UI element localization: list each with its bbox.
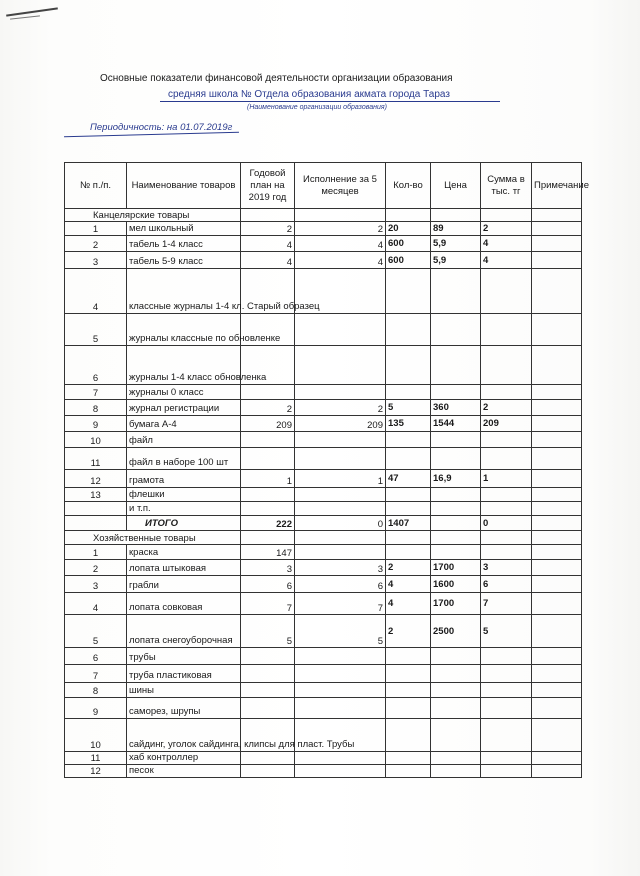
cell-name: классные журналы 1-4 кл. Старый образец [127, 269, 241, 314]
table-row [65, 576, 582, 593]
cell-qty [386, 665, 431, 683]
cell-note [532, 488, 582, 502]
cell-note [532, 615, 582, 648]
cell-exec [295, 385, 386, 400]
cell-plan: 3 [241, 560, 295, 576]
cell-qty [386, 545, 431, 560]
table-row [65, 400, 582, 416]
cell-qty [386, 648, 431, 665]
cell-price: 5,9 [431, 236, 481, 252]
header-qty: Кол-во [386, 163, 431, 209]
cell-sum [481, 385, 532, 400]
cell-note [532, 416, 582, 432]
empty-cell [241, 531, 295, 545]
table-row [65, 269, 582, 314]
cell-exec [295, 545, 386, 560]
cell-name: табель 1-4 класс [127, 236, 241, 252]
cell-plan [241, 665, 295, 683]
cell-name: лопата штыковая [127, 560, 241, 576]
empty-cell [295, 209, 386, 222]
table-header-row [65, 163, 582, 209]
cell-plan: 4 [241, 236, 295, 252]
cell-price [431, 752, 481, 765]
cell-note [532, 516, 582, 531]
cell-num: 7 [65, 665, 127, 683]
cell-qty: 5 [386, 400, 431, 416]
cell-num: 10 [65, 432, 127, 448]
empty-cell [532, 209, 582, 222]
cell-sum [481, 269, 532, 314]
cell-plan [241, 752, 295, 765]
cell-price [431, 502, 481, 516]
cell-name: файл [127, 432, 241, 448]
cell-num: 1 [65, 222, 127, 236]
cell-plan [241, 648, 295, 665]
cell-price: 89 [431, 222, 481, 236]
cell-price [431, 448, 481, 470]
cell-exec [295, 432, 386, 448]
cell-exec: 209 [295, 416, 386, 432]
empty-cell [532, 531, 582, 545]
organization-name: средняя школа № Отдела образования акмата города Тараз [168, 89, 450, 100]
cell-note [532, 470, 582, 488]
cell-note [532, 502, 582, 516]
cell-exec [295, 648, 386, 665]
cell-name: флешки [127, 488, 241, 502]
cell-sum [481, 683, 532, 698]
cell-name: песок [127, 765, 241, 778]
cell-sum: 5 [481, 615, 532, 648]
cell-price [431, 648, 481, 665]
cell-exec: 6 [295, 576, 386, 593]
table-row [65, 488, 582, 502]
cell-plan: 209 [241, 416, 295, 432]
cell-num: 1 [65, 545, 127, 560]
table-row [65, 222, 582, 236]
cell-qty [386, 448, 431, 470]
cell-num: 12 [65, 470, 127, 488]
cell-sum [481, 448, 532, 470]
organization-underline [160, 101, 500, 102]
cell-exec: 7 [295, 593, 386, 615]
cell-name: журнал регистрации [127, 400, 241, 416]
cell-name: журналы 1-4 класс обновленка [127, 346, 241, 385]
document-title: Основные показатели финансовой деятельности организации образования [100, 73, 453, 84]
cell-plan [241, 698, 295, 719]
cell-price: 1544 [431, 416, 481, 432]
cell-note [532, 648, 582, 665]
cell-name: шины [127, 683, 241, 698]
cell-exec: 2 [295, 222, 386, 236]
cell-price: 2500 [431, 615, 481, 648]
cell-note [532, 252, 582, 269]
cell-name: журналы классные по обновленке [127, 314, 241, 346]
cell-num: 11 [65, 448, 127, 470]
empty-cell [241, 209, 295, 222]
cell-qty [386, 502, 431, 516]
section-header-row [65, 531, 582, 545]
cell-exec [295, 752, 386, 765]
cell-price [431, 516, 481, 531]
cell-plan [241, 488, 295, 502]
cell-qty [386, 752, 431, 765]
cell-note [532, 346, 582, 385]
cell-exec: 3 [295, 560, 386, 576]
cell-note [532, 400, 582, 416]
cell-price: 1700 [431, 560, 481, 576]
cell-exec [295, 448, 386, 470]
cell-name: труба пластиковая [127, 665, 241, 683]
cell-num: 5 [65, 314, 127, 346]
cell-qty: 2 [386, 615, 431, 648]
cell-sum: 4 [481, 236, 532, 252]
cell-note [532, 385, 582, 400]
cell-price: 1700 [431, 593, 481, 615]
cell-sum: 4 [481, 252, 532, 269]
cell-price [431, 665, 481, 683]
cell-name: лопата совковая [127, 593, 241, 615]
cell-qty: 600 [386, 236, 431, 252]
header-price: Цена [431, 163, 481, 209]
cell-exec: 4 [295, 236, 386, 252]
cell-plan: 147 [241, 545, 295, 560]
cell-price: 1600 [431, 576, 481, 593]
section-header-row [65, 209, 582, 222]
cell-sum [481, 545, 532, 560]
header-name: Наименование товаров [127, 163, 241, 209]
empty-cell [386, 209, 431, 222]
empty-cell [295, 531, 386, 545]
cell-price [431, 432, 481, 448]
cell-price [431, 385, 481, 400]
cell-num: 6 [65, 648, 127, 665]
cell-name: лопата снегоуборочная [127, 615, 241, 648]
cell-num: 3 [65, 252, 127, 269]
cell-plan: 2 [241, 222, 295, 236]
cell-exec: 5 [295, 615, 386, 648]
cell-sum [481, 314, 532, 346]
cell-sum: 7 [481, 593, 532, 615]
table-row [65, 432, 582, 448]
table-row [65, 385, 582, 400]
cell-plan [241, 502, 295, 516]
cell-sum [481, 502, 532, 516]
table-row [65, 683, 582, 698]
cell-sum: 6 [481, 576, 532, 593]
cell-sum [481, 432, 532, 448]
header-note: Примечание [532, 163, 582, 209]
cell-name: трубы [127, 648, 241, 665]
cell-price [431, 719, 481, 752]
cell-sum: 3 [481, 560, 532, 576]
cell-exec [295, 314, 386, 346]
empty-cell [386, 531, 431, 545]
cell-note [532, 545, 582, 560]
cell-exec: 1 [295, 470, 386, 488]
table-row [65, 502, 582, 516]
empty-cell [431, 531, 481, 545]
cell-num: 5 [65, 615, 127, 648]
cell-qty [386, 683, 431, 698]
cell-qty: 135 [386, 416, 431, 432]
cell-price: 360 [431, 400, 481, 416]
cell-num: 6 [65, 346, 127, 385]
cell-note [532, 448, 582, 470]
cell-name: ИТОГО [127, 516, 241, 531]
table-row [65, 314, 582, 346]
empty-cell [481, 531, 532, 545]
cell-num [65, 516, 127, 531]
cell-qty [386, 346, 431, 385]
cell-sum: 2 [481, 400, 532, 416]
empty-cell [431, 209, 481, 222]
cell-num: 12 [65, 765, 127, 778]
cell-exec: 2 [295, 400, 386, 416]
cell-note [532, 314, 582, 346]
cell-name: табель 5-9 класс [127, 252, 241, 269]
cell-name: журналы 0 класс [127, 385, 241, 400]
table-row [65, 236, 582, 252]
cell-note [532, 683, 582, 698]
cell-name: мел школьный [127, 222, 241, 236]
cell-exec [295, 765, 386, 778]
cell-exec: 0 [295, 516, 386, 531]
cell-price [431, 698, 481, 719]
cell-qty: 20 [386, 222, 431, 236]
table-row [65, 545, 582, 560]
section-title: Канцелярские товары [65, 209, 241, 222]
header-plan: Годовой план на 2019 год [241, 163, 295, 209]
cell-qty [386, 385, 431, 400]
cell-exec [295, 665, 386, 683]
cell-name: краска [127, 545, 241, 560]
cell-note [532, 236, 582, 252]
cell-plan: 5 [241, 615, 295, 648]
cell-name: бумага А-4 [127, 416, 241, 432]
table-row [65, 416, 582, 432]
cell-num: 4 [65, 593, 127, 615]
table-row [65, 752, 582, 765]
cell-exec [295, 346, 386, 385]
table-row [65, 665, 582, 683]
cell-note [532, 765, 582, 778]
cell-price [431, 314, 481, 346]
cell-name: грабли [127, 576, 241, 593]
cell-num: 3 [65, 576, 127, 593]
cell-plan [241, 683, 295, 698]
cell-num: 9 [65, 698, 127, 719]
cell-num: 2 [65, 560, 127, 576]
table-row [65, 593, 582, 615]
cell-num: 7 [65, 385, 127, 400]
cell-name: и т.п. [127, 502, 241, 516]
cell-sum [481, 665, 532, 683]
total-row [65, 516, 582, 531]
cell-plan: 222 [241, 516, 295, 531]
cell-exec [295, 502, 386, 516]
cell-sum [481, 719, 532, 752]
cell-sum [481, 698, 532, 719]
table-row [65, 719, 582, 752]
table-row [65, 470, 582, 488]
cell-note [532, 560, 582, 576]
cell-note [532, 432, 582, 448]
cell-exec [295, 683, 386, 698]
table-row [65, 448, 582, 470]
cell-num: 13 [65, 488, 127, 502]
cell-plan [241, 448, 295, 470]
cell-plan: 6 [241, 576, 295, 593]
cell-sum [481, 346, 532, 385]
cell-qty [386, 488, 431, 502]
table-row [65, 252, 582, 269]
financial-indicators-table [64, 162, 589, 778]
cell-qty: 4 [386, 593, 431, 615]
cell-note [532, 752, 582, 765]
cell-qty [386, 432, 431, 448]
empty-cell [481, 209, 532, 222]
cell-sum: 2 [481, 222, 532, 236]
cell-sum [481, 752, 532, 765]
cell-qty: 47 [386, 470, 431, 488]
cell-qty [386, 314, 431, 346]
cell-note [532, 593, 582, 615]
cell-note [532, 222, 582, 236]
cell-price [431, 683, 481, 698]
table-row [65, 648, 582, 665]
cell-plan: 4 [241, 252, 295, 269]
cell-sum [481, 648, 532, 665]
cell-qty [386, 698, 431, 719]
cell-name: хаб контроллер [127, 752, 241, 765]
cell-qty: 4 [386, 576, 431, 593]
cell-exec: 4 [295, 252, 386, 269]
cell-plan [241, 385, 295, 400]
cell-price [431, 765, 481, 778]
table-row [65, 346, 582, 385]
cell-note [532, 576, 582, 593]
cell-sum: 209 [481, 416, 532, 432]
cell-plan: 1 [241, 470, 295, 488]
cell-num: 10 [65, 719, 127, 752]
cell-plan [241, 432, 295, 448]
header-sum: Сумма в тыс. тг [481, 163, 532, 209]
cell-name: саморез, шрупы [127, 698, 241, 719]
cell-num: 4 [65, 269, 127, 314]
cell-num: 8 [65, 683, 127, 698]
cell-note [532, 698, 582, 719]
pen-stroke-mark [10, 15, 40, 19]
cell-price [431, 269, 481, 314]
cell-qty [386, 719, 431, 752]
cell-price [431, 545, 481, 560]
cell-sum: 0 [481, 516, 532, 531]
table-body [65, 209, 582, 778]
table-row [65, 615, 582, 648]
cell-name: файл в наборе 100 шт [127, 448, 241, 470]
cell-num: 11 [65, 752, 127, 765]
cell-name: сайдинг, уголок сайдинга, клипсы для пласт. Трубы [127, 719, 241, 752]
cell-qty: 2 [386, 560, 431, 576]
cell-sum [481, 488, 532, 502]
table-row [65, 560, 582, 576]
cell-price: 16,9 [431, 470, 481, 488]
cell-name: грамота [127, 470, 241, 488]
cell-sum [481, 765, 532, 778]
table-row [65, 698, 582, 719]
cell-plan: 7 [241, 593, 295, 615]
cell-qty [386, 765, 431, 778]
cell-qty: 600 [386, 252, 431, 269]
cell-num: 9 [65, 416, 127, 432]
header-exec: Исполнение за 5 месяцев [295, 163, 386, 209]
table-row [65, 765, 582, 778]
section-title: Хозяйственные товары [65, 531, 241, 545]
cell-price: 5,9 [431, 252, 481, 269]
cell-plan: 2 [241, 400, 295, 416]
cell-qty: 1407 [386, 516, 431, 531]
cell-price [431, 346, 481, 385]
cell-note [532, 719, 582, 752]
cell-qty [386, 269, 431, 314]
cell-sum: 1 [481, 470, 532, 488]
cell-note [532, 269, 582, 314]
organization-caption: (Наименование организации образования) [247, 104, 387, 111]
cell-note [532, 665, 582, 683]
periodicity-label: Периодичность: на 01.07.2019г [90, 122, 233, 133]
header-num: № п./п. [65, 163, 127, 209]
cell-num: 8 [65, 400, 127, 416]
cell-price [431, 488, 481, 502]
cell-num: 2 [65, 236, 127, 252]
cell-num [65, 502, 127, 516]
cell-plan [241, 765, 295, 778]
cell-exec [295, 698, 386, 719]
cell-exec [295, 488, 386, 502]
